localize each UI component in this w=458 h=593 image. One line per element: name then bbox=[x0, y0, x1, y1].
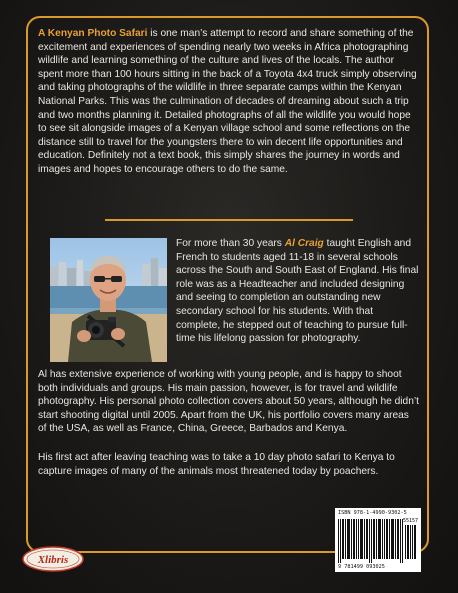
author-name: Al Craig bbox=[284, 238, 324, 249]
price-code: 55157 bbox=[402, 518, 418, 524]
barcode-number: 9 781499 093025 bbox=[338, 564, 385, 570]
bio-text-before: For more than 30 years bbox=[176, 238, 285, 249]
author-photo bbox=[50, 238, 167, 362]
bio-text-after: taught English and French to students aged 11-18 in several schools across the South and South East of England. His final role was as a Headteacher and included designing and seeing to completion an outstanding new secondary school for his students. With that complete, he stepped out of teaching to pursue full-time his lifelong passion for photography. bbox=[176, 238, 419, 345]
separator-line bbox=[105, 219, 353, 221]
experience-paragraph: Al has extensive experience of working with young people, and is happy to shoot both individuals and groups. His main passion, however, is for travel and wildlife photography. His personal photo collection covers about 50 years, although he didn’t start shooting digital until 2005. Apart from the UK, his portfolio covers many areas of the USA, as well as France, China, Greece, Barbados and Kenya. bbox=[38, 369, 419, 435]
safari-paragraph: His first act after leaving teaching was to take a 10 day photo safari to Kenya to capture images of many of the animals most threatened today by poachers. bbox=[38, 452, 395, 477]
isbn-number: ISBN 978-1-4990-9302-5 bbox=[338, 510, 407, 516]
book-blurb bbox=[38, 27, 420, 177]
publisher-name: Xlibris bbox=[37, 554, 69, 566]
barcode-bars bbox=[338, 519, 418, 563]
blurb-text: is one man’s attempt to record and share something of the excitement and experiences of spending nearly two weeks in Africa photographing wildlife and learning something of the culture and lives of the locals. The author spent more than 100 hours sitting in the back of a Toyota 4x4 truck simply observing and taking photographs of the wildlife in three separate camps within the Kenyan National Parks. This was the culmination of decades of dreaming about such a trip and two months planning it. Detailed photographs of all the wildlife you would hope to see sit alongside images of a Kenyan village school and some reflections on the distance still to travel for the youngsters there to win decent life opportunities and education. Definitely not a text book, this simply shares the journey in words and images and hopes to encourage others to do the same. bbox=[38, 28, 417, 175]
author-bio bbox=[176, 237, 420, 346]
book-title: A Kenyan Photo Safari bbox=[38, 28, 148, 39]
barcode bbox=[335, 508, 421, 572]
publisher-logo bbox=[22, 546, 84, 572]
